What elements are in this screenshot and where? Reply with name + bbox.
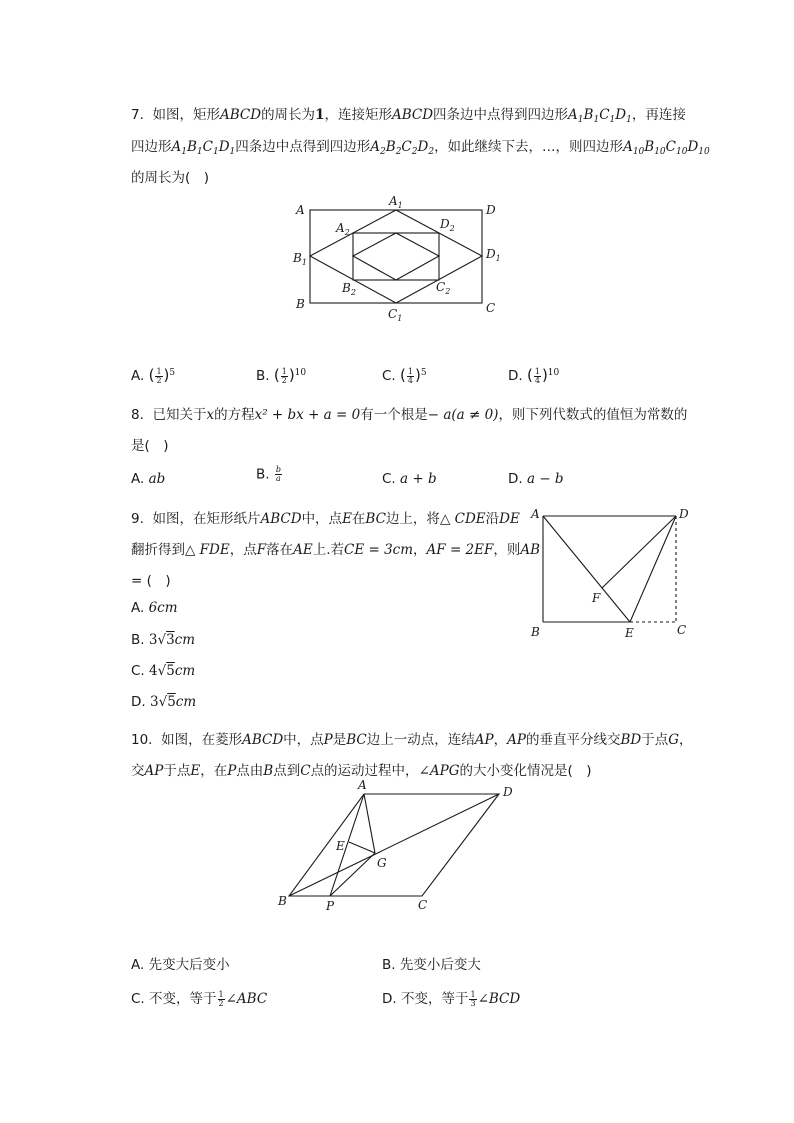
q9-figure (528, 502, 698, 644)
q9-option-c[interactable]: C. 4√5cm (131, 663, 196, 679)
q10-option-a[interactable]: A. 先变大后变小 (131, 957, 230, 973)
q7-label-A: A (296, 203, 305, 217)
q8-option-b[interactable]: B. $\frac{b}{a}$ (256, 465, 281, 483)
q10-line-2: 交AP于点E，在P点由B点到C点的运动过程中，∠APG的大小变化情况是( ) (131, 763, 592, 779)
q9-option-d[interactable]: D. 3√5cm (131, 694, 197, 710)
q10-option-b[interactable]: B. 先变小后变大 (382, 957, 481, 973)
q9-label-A: A (531, 507, 540, 521)
q7-midpoint-rhombus-3 (353, 233, 439, 280)
q7-label-B1: $B_1$ (293, 251, 307, 267)
q7-option-c[interactable]: C. ( $\frac{1}{4}$ )$^5$ (382, 366, 427, 385)
q10-label-E: E (336, 839, 345, 853)
q7-line-1: 7. 如图，矩形ABCD的周长为1，连接矩形ABCD四条边中点得到四边形$A_1B_1C_1D_1$，再连接 (131, 107, 686, 125)
q10-figure (276, 778, 522, 916)
q7-label-A2: $A_2$ (336, 221, 350, 237)
q8-number: 8. (131, 407, 144, 423)
q10-label-G: G (377, 856, 387, 870)
q9-line-2: 翻折得到△ FDE，点F落在AE上.若CE = 3cm，AF = 2EF，则AB (131, 542, 541, 558)
q7-number: 7. (131, 107, 144, 123)
q7-label-D2: $D_2$ (440, 217, 455, 233)
q7-label-C1: $C_1$ (388, 307, 403, 323)
q9-segment-DE (630, 516, 676, 622)
q8-line-1: 8. 已知关于x的方程x² + bx + a = 0有一个根是− a(a ≠ 0)，则下列代数式的值恒为常数的 (131, 407, 688, 423)
q9-number: 9. (131, 511, 144, 527)
q9-label-B: B (531, 625, 540, 639)
q7-label-B: B (296, 297, 305, 311)
q7-option-b[interactable]: B. ( $\frac{1}{2}$ )$^{10}$ (256, 366, 307, 385)
q9-label-E: E (625, 626, 634, 640)
q7-line-2: 四边形$A_1B_1C_1D_1$四条边中点得到四边形$A_2B_2C_2D_2$，如此继续下去，…，则四边形$A_{10}B_{10}C_{10}D_{10}$ (131, 139, 710, 157)
q9-line-1: 9. 如图，在矩形纸片ABCD中，点E在BC边上，将△ CDE沿DE (131, 511, 520, 527)
q9-label-F: F (592, 591, 601, 605)
q7-option-a[interactable]: A. ( $\frac{1}{2}$ )$^5$ (131, 366, 176, 385)
q10-line-1: 10. 如图，在菱形ABCD中，点P是BC边上一动点，连结AP，AP的垂直平分线交BD于点G， (131, 732, 693, 748)
q10-label-A: A (358, 778, 367, 792)
q7-line-3: 的周长为( ) (131, 170, 210, 186)
q7-label-D: D (486, 203, 496, 217)
q7-figure (288, 190, 508, 325)
q10-option-d[interactable]: D. 不变，等于 $\frac{1}{3}$ ∠BCD (382, 989, 521, 1008)
q9-label-D: D (679, 507, 689, 521)
q10-diagonal-BD (289, 794, 499, 896)
q10-option-c[interactable]: C. 不变，等于 $\frac{1}{2}$ ∠ABC (131, 989, 268, 1008)
q8-line-2: 是( ) (131, 438, 169, 454)
q8-option-c[interactable]: C. a + b (382, 471, 437, 487)
q7-label-C2: $C_2$ (436, 280, 451, 296)
q9-label-C: C (677, 623, 687, 637)
q7-option-d[interactable]: D. ( $\frac{1}{4}$ )$^{10}$ (508, 366, 560, 385)
q9-line-3: = ( ) (131, 573, 171, 589)
q8-option-a[interactable]: A. ab (131, 471, 166, 487)
q10-label-P: P (326, 899, 335, 913)
q10-segment-EG (349, 842, 375, 853)
q7-label-B2: $B_2$ (342, 281, 356, 297)
q9-segment-DF (602, 516, 676, 588)
q7-midpoint-rectangle-2 (353, 233, 439, 280)
q10-segment-AG (364, 794, 375, 853)
q10-number: 10. (131, 732, 153, 748)
q10-label-D: D (503, 785, 513, 799)
q7-label-A1: $A_1$ (389, 194, 403, 210)
q7-label-C: C (486, 301, 496, 315)
q7-label-D1: $D_1$ (486, 247, 501, 263)
q9-segment-AE (543, 516, 630, 622)
q9-option-a[interactable]: A. 6cm (131, 600, 178, 616)
q8-option-d[interactable]: D. a − b (508, 471, 564, 487)
q10-label-C: C (418, 898, 428, 912)
q9-option-b[interactable]: B. 3√3cm (131, 632, 196, 648)
q10-label-B: B (278, 894, 287, 908)
